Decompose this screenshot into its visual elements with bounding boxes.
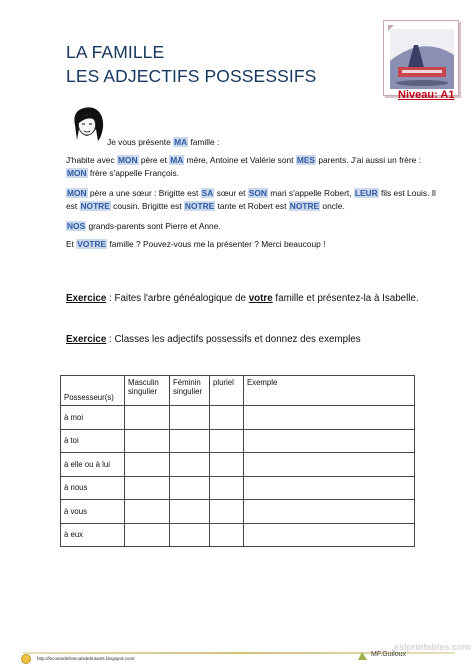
answer-cell[interactable] bbox=[125, 429, 170, 453]
intro-paragraph-2b: MON frère s'appelle François. bbox=[67, 168, 179, 178]
intro-paragraph-3: MON père a une sœur : Brigitte est SA sœur et SON mari s'appelle Robert, LEUR fils est Louis. Il bbox=[67, 188, 436, 198]
table-row-label: à eux bbox=[61, 523, 125, 547]
answer-cell[interactable] bbox=[125, 500, 170, 524]
table-row-label: à moi bbox=[61, 406, 125, 430]
exercise-label: Exercice bbox=[66, 293, 107, 304]
answer-cell[interactable] bbox=[210, 500, 244, 524]
highlight-possessive: MA bbox=[170, 155, 184, 165]
watermark: eslprintables.com bbox=[394, 642, 471, 652]
highlight-possessive: SA bbox=[201, 188, 214, 198]
title-line-2: LES ADJECTIFS POSSESSIFS bbox=[66, 66, 317, 86]
table-row-label: à toi bbox=[61, 429, 125, 453]
avatar-face-icon bbox=[69, 105, 106, 143]
answer-cell[interactable] bbox=[170, 523, 210, 547]
answer-cell[interactable] bbox=[125, 523, 170, 547]
highlight-possessive: NOTRE bbox=[289, 201, 320, 211]
logo-image bbox=[383, 20, 459, 96]
table-header-cell: Possesseur(s) bbox=[61, 376, 125, 406]
answer-cell[interactable] bbox=[125, 406, 170, 430]
page-title bbox=[66, 40, 316, 88]
table-row bbox=[61, 429, 415, 453]
answer-cell[interactable] bbox=[125, 453, 170, 477]
answer-cell[interactable] bbox=[125, 476, 170, 500]
intro-paragraph-3b: est NOTRE cousin. Brigitte est NOTRE tante et Robert est NOTRE oncle. bbox=[66, 201, 345, 211]
exercise-2: Exercice : Classes les adjectifs possessifs et donnez des exemples bbox=[66, 334, 361, 345]
table-header-row bbox=[61, 376, 415, 406]
table-row-label: à vous bbox=[61, 500, 125, 524]
highlight-possessive: MA bbox=[174, 137, 188, 147]
highlight-possessive: NOTRE bbox=[184, 201, 215, 211]
highlight-possessive: NOS bbox=[67, 221, 86, 231]
highlight-possessive: MES bbox=[296, 155, 315, 165]
table-row bbox=[61, 406, 415, 430]
answer-cell[interactable] bbox=[210, 406, 244, 430]
answer-cell[interactable] bbox=[244, 453, 415, 477]
title-line-1: LA FAMILLE bbox=[66, 42, 165, 62]
answer-cell[interactable] bbox=[210, 523, 244, 547]
intro-paragraph-2: J'habite avec MON père et MA mère, Antoine et Valérie sont MES parents. J'ai aussi un frère : bbox=[66, 155, 421, 165]
answer-cell[interactable] bbox=[170, 429, 210, 453]
highlight-possessive: MON bbox=[117, 155, 138, 165]
table-row bbox=[61, 476, 415, 500]
table-row bbox=[61, 453, 415, 477]
possessive-table bbox=[60, 375, 415, 547]
answer-cell[interactable] bbox=[244, 476, 415, 500]
footer-bullet-icon bbox=[20, 653, 32, 665]
intro-paragraph-4: NOS grands-parents sont Pierre et Anne. bbox=[67, 221, 221, 231]
footer-url-link[interactable]: http://lecoursdefrancaisdebutants.blogspot.com/ bbox=[37, 656, 135, 661]
highlight-possessive: SON bbox=[248, 188, 267, 198]
highlight-possessive: MON bbox=[67, 188, 87, 198]
highlight-possessive: NOTRE bbox=[80, 201, 110, 211]
exercise-label: Exercice bbox=[66, 334, 107, 345]
table-row-label: à elle ou à lui bbox=[61, 453, 125, 477]
highlight-possessive: MON bbox=[67, 168, 87, 178]
answer-cell[interactable] bbox=[244, 429, 415, 453]
answer-cell[interactable] bbox=[170, 476, 210, 500]
footer-credit: MF.Guiloux bbox=[371, 651, 407, 658]
answer-cell[interactable] bbox=[244, 500, 415, 524]
table-header-cell: Féminin singulier bbox=[170, 376, 210, 406]
table-header-cell: Exemple bbox=[244, 376, 415, 406]
table-row-label: à nous bbox=[61, 476, 125, 500]
table-header-cell: pluriel bbox=[210, 376, 244, 406]
level-badge: Niveau: A1 bbox=[398, 89, 455, 101]
answer-cell[interactable] bbox=[170, 406, 210, 430]
landmark-photo-icon bbox=[384, 21, 460, 97]
answer-cell[interactable] bbox=[210, 429, 244, 453]
table-header-cell: Masculin singulier bbox=[125, 376, 170, 406]
intro-paragraph-5: Et VOTRE famille ? Pouvez-vous me la présenter ? Merci beaucoup ! bbox=[66, 239, 326, 249]
answer-cell[interactable] bbox=[210, 476, 244, 500]
intro-paragraph-1: Je vous présente MA famille : bbox=[107, 137, 220, 147]
highlight-possessive: VOTRE bbox=[77, 239, 107, 249]
answer-cell[interactable] bbox=[244, 406, 415, 430]
exercise-1: Exercice : Faites l'arbre généalogique de votre famille et présentez-la à Isabelle. bbox=[66, 293, 419, 304]
table-row bbox=[61, 500, 415, 524]
answer-cell[interactable] bbox=[210, 453, 244, 477]
author-mark-icon bbox=[357, 651, 368, 661]
highlight-possessive: LEUR bbox=[354, 188, 378, 198]
answer-cell[interactable] bbox=[244, 523, 415, 547]
table-row bbox=[61, 523, 415, 547]
answer-cell[interactable] bbox=[170, 453, 210, 477]
answer-cell[interactable] bbox=[170, 500, 210, 524]
